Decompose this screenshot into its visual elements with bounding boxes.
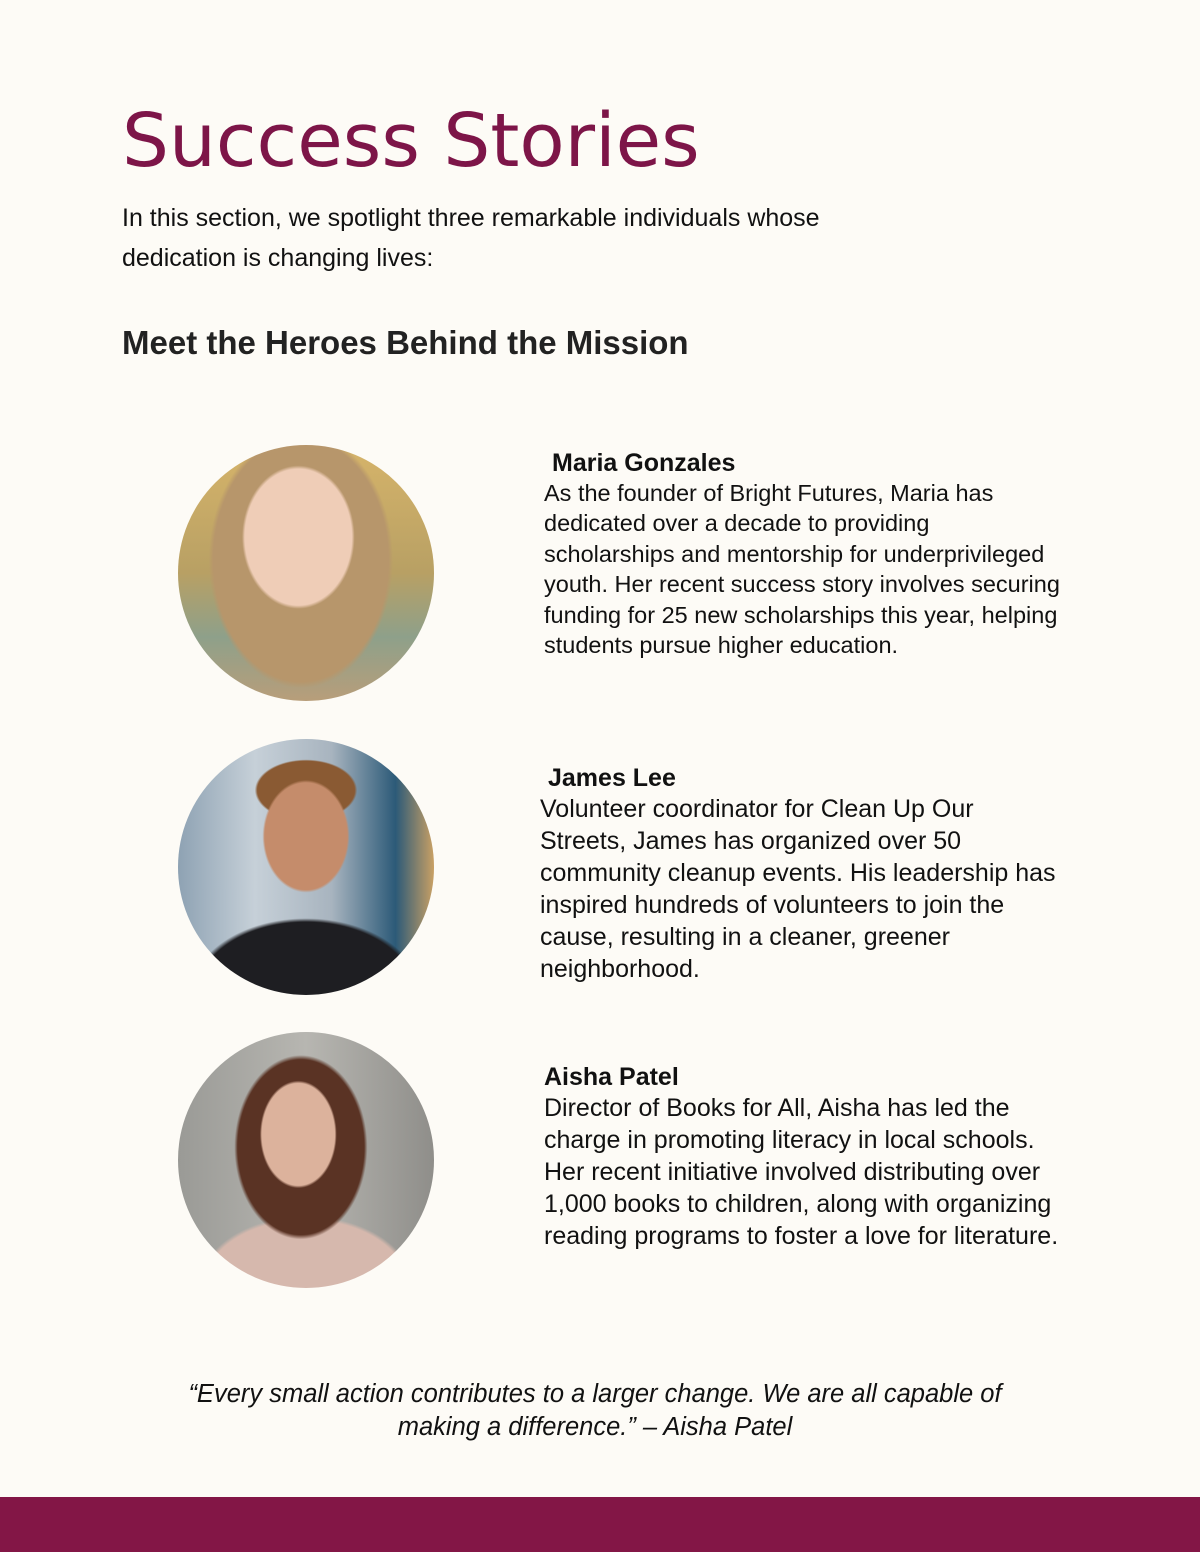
maria-gonzales-photo (178, 445, 434, 701)
aisha-patel-photo (178, 1032, 434, 1288)
hero-bio: Director of Books for All, Aisha has led the charge in promoting literacy in local schools. Her recent initiative involved distributing over 1,000 books to children, along with organizing reading programs to foster a love for literature. (544, 1094, 1059, 1250)
hero-james-lee (540, 763, 1060, 985)
hero-maria-gonzales (544, 448, 1064, 660)
james-lee-photo (178, 739, 434, 995)
hero-bio: As the founder of Bright Futures, Maria has dedicated over a decade to providing scholarships and mentorship for underprivileged youth. Her recent success story involves securing funding for 25 new scholarships this year, helping students pursue higher education. (544, 480, 1060, 659)
section-subtitle: Meet the Heroes Behind the Mission (122, 324, 689, 361)
hero-name: Aisha Patel (544, 1063, 679, 1091)
footer-bar (0, 1497, 1200, 1552)
hero-aisha-patel (544, 1062, 1064, 1252)
closing-quote: “Every small action contributes to a larger change. We are all capable of making a difference.” – Aisha Patel (188, 1380, 1002, 1441)
intro-text: In this section, we spotlight three remarkable individuals whose dedication is changing lives: (122, 204, 820, 272)
page-title: Success Stories (122, 98, 700, 184)
hero-name: Maria Gonzales (552, 449, 736, 477)
hero-name: James Lee (548, 764, 676, 792)
hero-bio: Volunteer coordinator for Clean Up Our Streets, James has organized over 50 community cleanup events. His leadership has inspired hundreds of volunteers to join the cause, resulting in a cleaner, greener neighborhood. (540, 795, 1056, 983)
